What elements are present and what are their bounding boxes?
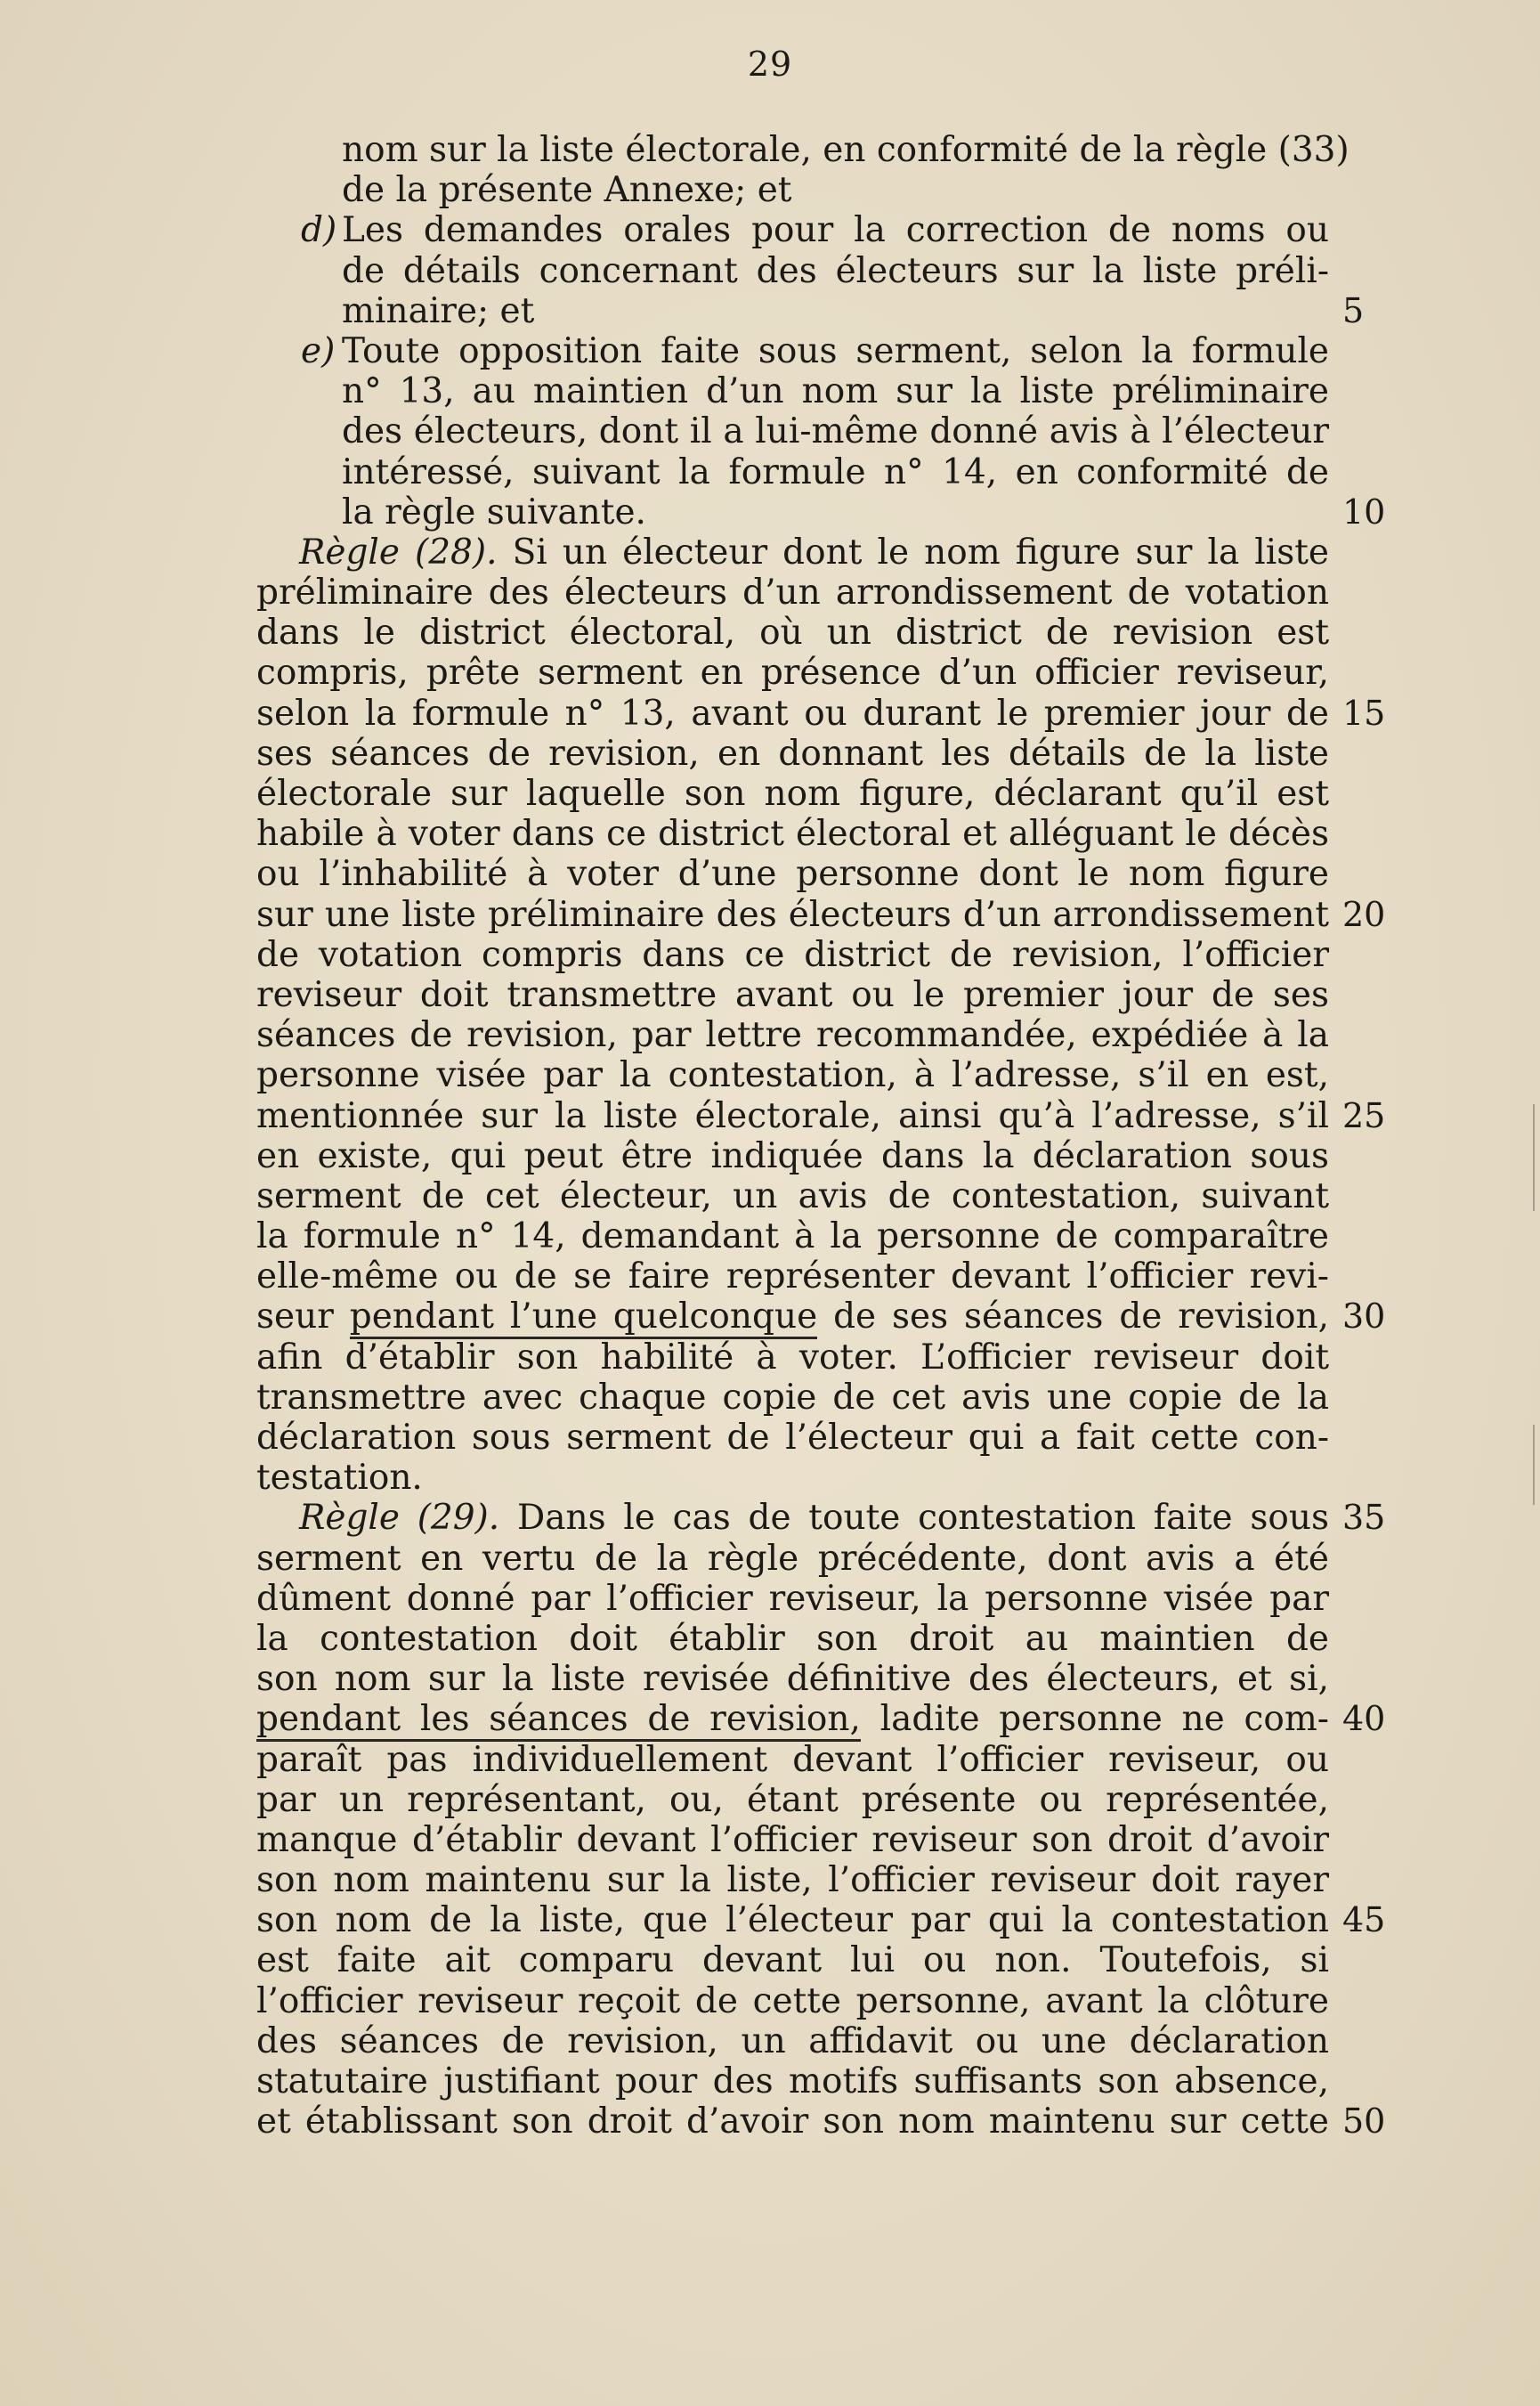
text-line: préliminaire des électeurs d’un arrondissement de votation bbox=[256, 573, 1329, 614]
text-line: déclaration sous serment de l’électeur qui a fait cette con- bbox=[256, 1418, 1329, 1458]
rule-heading: Règle (29). bbox=[299, 1498, 500, 1539]
line-number: 40 bbox=[1342, 1699, 1386, 1739]
page-number: 29 bbox=[747, 45, 793, 84]
text-line: la formule n° 14, demandant à la personne de comparaître bbox=[256, 1216, 1329, 1257]
text-line: électorale sur laquelle son nom figure, déclarant qu’il est bbox=[256, 774, 1329, 814]
text-line: transmettre avec chaque copie de cet avis une copie de la bbox=[256, 1377, 1329, 1418]
text-line: nom sur la liste électorale, en conformité de la règle (33) bbox=[342, 130, 1350, 170]
text-line: compris, prête serment en présence d’un officier reviseur, bbox=[256, 653, 1329, 694]
item-label-e: e) bbox=[301, 330, 336, 371]
text-line: pendant les séances de revision, ladite personne ne com- 40 bbox=[256, 1699, 1329, 1739]
text-line: son nom sur la liste revisée définitive des électeurs, et si, bbox=[256, 1659, 1329, 1700]
line-number: 30 bbox=[1342, 1296, 1386, 1337]
text-line: personne visée par la contestation, à l’adresse, s’il en est, bbox=[256, 1055, 1329, 1096]
text-line: des électeurs, dont il a lui-même donné avis à l’électeur bbox=[342, 411, 1329, 452]
rule-heading: Règle (28). bbox=[299, 532, 498, 573]
text-line: séances de revision, par lettre recommandée, expédiée à la bbox=[256, 1015, 1329, 1056]
line-number: 20 bbox=[1342, 894, 1386, 934]
text-line: reviseur doit transmettre avant ou le premier jour de ses bbox=[256, 974, 1329, 1015]
text-line: minaire; et 5 bbox=[256, 291, 1329, 331]
underlined-phrase: pendant l’une quelconque bbox=[350, 1296, 817, 1339]
text-line: l’officier reviseur reçoit de cette personne, avant la clôture bbox=[256, 1980, 1329, 2021]
text-line: Règle (28). Si un électeur dont le nom figure sur la liste bbox=[299, 532, 1329, 573]
item-label-d: d) bbox=[301, 210, 337, 251]
text-line: dûment donné par l’officier reviseur, la personne visée par bbox=[256, 1578, 1329, 1619]
page-edge-mark bbox=[1533, 1425, 1535, 1505]
line-number: 15 bbox=[1342, 693, 1386, 733]
text-line: d) Les demandes orales pour la correction de noms ou bbox=[301, 210, 1329, 251]
line-number: 50 bbox=[1342, 2101, 1386, 2142]
text-line: manque d’établir devant l’officier reviseur son droit d’avoir bbox=[256, 1819, 1329, 1860]
text-line: habile à voter dans ce district électoral et alléguant le décès bbox=[256, 814, 1329, 855]
line-number: 35 bbox=[1342, 1498, 1386, 1538]
text-line: intéressé, suivant la formule n° 14, en conformité de bbox=[342, 451, 1329, 492]
text-line: n° 13, au maintien d’un nom sur la liste préliminaire bbox=[342, 371, 1329, 412]
text-line: et établissant son droit d’avoir son nom maintenu sur cette 50 bbox=[256, 2101, 1329, 2142]
text-line: serment de cet électeur, un avis de contestation, suivant bbox=[256, 1175, 1329, 1216]
text-line: e) Toute opposition faite sous serment, selon la formule bbox=[301, 330, 1329, 371]
line-number: 10 bbox=[1342, 492, 1386, 532]
text-line: afin d’établir son habilité à voter. L’officier reviseur doit bbox=[256, 1337, 1329, 1378]
text-line: son nom de la liste, que l’électeur par qui la contestation 45 bbox=[256, 1900, 1329, 1940]
text-line: mentionnée sur la liste électorale, ainsi qu’à l’adresse, s’il 25 bbox=[256, 1096, 1329, 1136]
text-line: sur une liste préliminaire des électeurs d’un arrondissement 20 bbox=[256, 895, 1329, 935]
text-line: serment en vertu de la règle précédente, dont avis a été bbox=[256, 1538, 1329, 1579]
text-line: dans le district électoral, où un district de revision est bbox=[256, 613, 1329, 654]
text-line: selon la formule n° 13, avant ou durant le premier jour de 15 bbox=[256, 694, 1329, 734]
text-line: paraît pas individuellement devant l’officier reviseur, ou bbox=[256, 1739, 1329, 1780]
text-line: en existe, qui peut être indiquée dans la déclaration sous bbox=[256, 1135, 1329, 1176]
text-line: de la présente Annexe; et bbox=[342, 170, 792, 211]
text-line: des séances de revision, un affidavit ou une déclaration bbox=[256, 2020, 1329, 2061]
text-line: de votation compris dans ce district de revision, l’officier bbox=[256, 934, 1329, 975]
text-line: la contestation doit établir son droit au maintien de bbox=[256, 1618, 1329, 1659]
line-number: 5 bbox=[1342, 290, 1365, 330]
text-line: par un représentant, ou, étant présente ou représentée, bbox=[256, 1779, 1329, 1820]
line-number: 25 bbox=[1342, 1095, 1386, 1135]
text-line: ou l’inhabilité à voter d’une personne dont le nom figure bbox=[256, 854, 1329, 895]
line-number: 45 bbox=[1342, 1900, 1386, 1940]
page-edge-mark bbox=[1533, 1104, 1535, 1211]
text-line: seur pendant l’une quelconque de ses séances de revision, 30 bbox=[256, 1296, 1329, 1337]
text-line: statutaire justifiant pour des motifs suffisants son absence, bbox=[256, 2061, 1329, 2101]
text-line: ses séances de revision, en donnant les détails de la liste bbox=[256, 733, 1329, 774]
text-line: son nom maintenu sur la liste, l’officier reviseur doit rayer bbox=[256, 1860, 1329, 1901]
text-line: Règle (29). Dans le cas de toute contestation faite sous 35 bbox=[256, 1498, 1329, 1538]
body-text bbox=[256, 130, 1386, 2142]
text-line: elle-même ou de se faire représenter devant l’officier revi- bbox=[256, 1256, 1329, 1297]
text-line: testation. bbox=[256, 1458, 423, 1499]
text-line: la règle suivante. 10 bbox=[256, 492, 1329, 532]
text-line: de détails concernant des électeurs sur la liste préli- bbox=[342, 250, 1329, 291]
text-line: est faite ait comparu devant lui ou non. Toutefois, si bbox=[256, 1940, 1329, 1981]
underlined-phrase: pendant les séances de revision, bbox=[256, 1699, 861, 1742]
